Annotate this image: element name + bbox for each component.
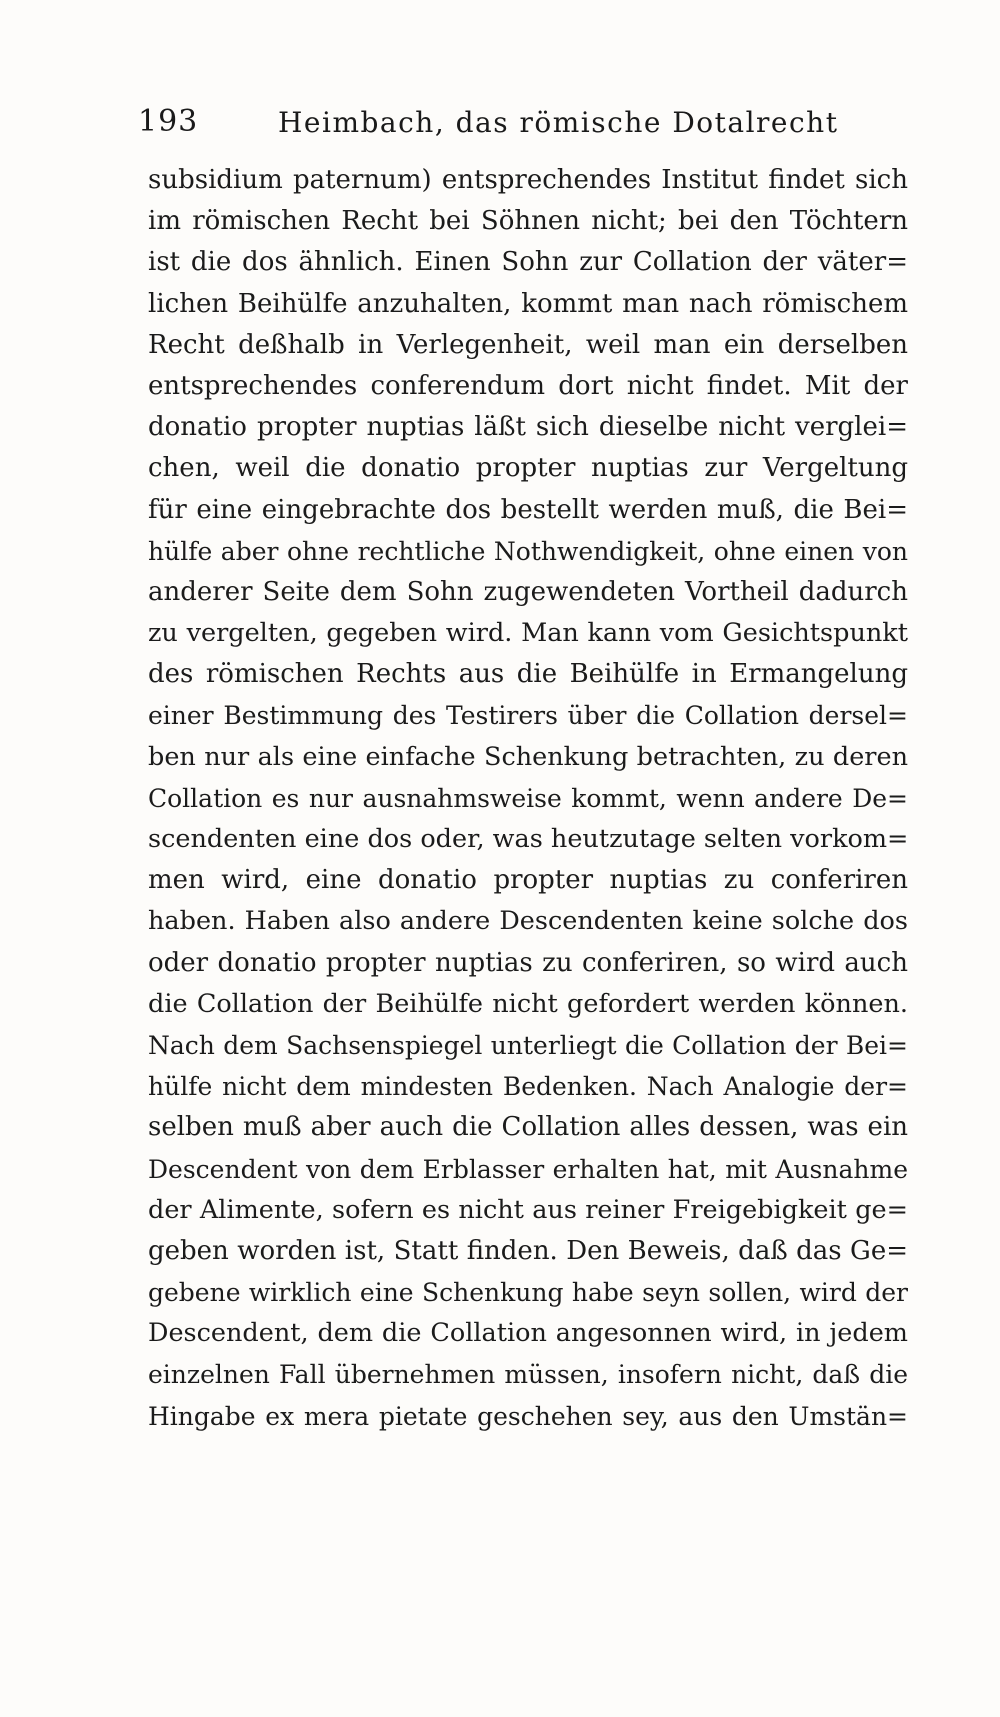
text-line: ben nur als eine einfache Schenkung betrachten, zu deren	[148, 741, 908, 772]
text-line: die Collation der Beihülfe nicht gefordert werden können.	[148, 988, 908, 1019]
text-line: Descendent, dem die Collation angesonnen wird, in jedem	[148, 1318, 908, 1349]
text-line: für eine eingebrachte dos bestellt werden muß, die Bei=	[148, 494, 908, 525]
text-line: anderer Seite dem Sohn zugewendeten Vortheil dadurch	[148, 576, 908, 607]
text-line: hülfe aber ohne rechtliche Nothwendigkeit, ohne einen von	[148, 536, 908, 566]
text-line: entsprechendes conferendum dort nicht findet. Mit der	[148, 370, 908, 401]
text-line: ist die dos ähnlich. Einen Sohn zur Collation der väter=	[148, 247, 908, 278]
text-line: lichen Beihülfe anzuhalten, kommt man nach römischem	[148, 288, 908, 319]
text-line: selben muß aber auch die Collation alles dessen, was ein	[148, 1112, 908, 1143]
text-line: Descendent von dem Erblasser erhalten hat, mit Ausnahme	[148, 1154, 908, 1184]
page-header	[138, 104, 858, 152]
text-line: geben worden ist, Statt finden. Den Beweis, daß das Ge=	[148, 1235, 908, 1266]
text-line: einer Bestimmung des Testirers über die Collation dersel=	[148, 701, 908, 731]
text-line: im römischen Recht bei Söhnen nicht; bei den Töchtern	[148, 206, 908, 237]
text-line: Collation es nur ausnahmsweise kommt, wenn andere De=	[148, 783, 908, 813]
text-line: men wird, eine donatio propter nuptias zu conferiren	[148, 865, 908, 896]
text-line: einzelnen Fall übernehmen müssen, insofern nicht, daß die	[148, 1360, 908, 1390]
text-line: donatio propter nuptias läßt sich dieselbe nicht verglei=	[148, 412, 908, 443]
text-line: hülfe nicht dem mindesten Bedenken. Nach Analogie der=	[148, 1072, 908, 1102]
text-line: gebene wirklich eine Schenkung habe seyn sollen, wird der	[148, 1278, 908, 1308]
text-line: des römischen Rechts aus die Beihülfe in Ermangelung	[148, 659, 908, 690]
text-line: scendenten eine dos oder, was heutzutage selten vorkom=	[148, 824, 908, 854]
text-line: der Alimente, sofern es nicht aus reiner Freigebigkeit ge=	[148, 1194, 908, 1225]
running-title: Heimbach, das römische Dotalrecht	[278, 106, 839, 139]
text-line: Recht deßhalb in Verlegenheit, weil man ein derselben	[148, 329, 908, 360]
page-number: 193	[138, 104, 199, 139]
text-line: subsidium paternum) entsprechendes Institut findet sich	[148, 165, 908, 195]
text-line: haben. Haben also andere Descendenten keine solche dos	[148, 906, 908, 937]
text-line: Hingabe ex mera pietate geschehen sey, aus den Umstän=	[148, 1401, 908, 1431]
text-line: oder donatio propter nuptias zu conferiren, so wird auch	[148, 947, 908, 978]
text-line: Nach dem Sachsenspiegel unterliegt die Collation der Bei=	[148, 1030, 908, 1060]
text-line: chen, weil die donatio propter nuptias zur Vergeltung	[148, 453, 908, 484]
text-line: zu vergelten, gegeben wird. Man kann vom Gesichtspunkt	[148, 618, 908, 649]
body-text	[148, 160, 908, 1437]
